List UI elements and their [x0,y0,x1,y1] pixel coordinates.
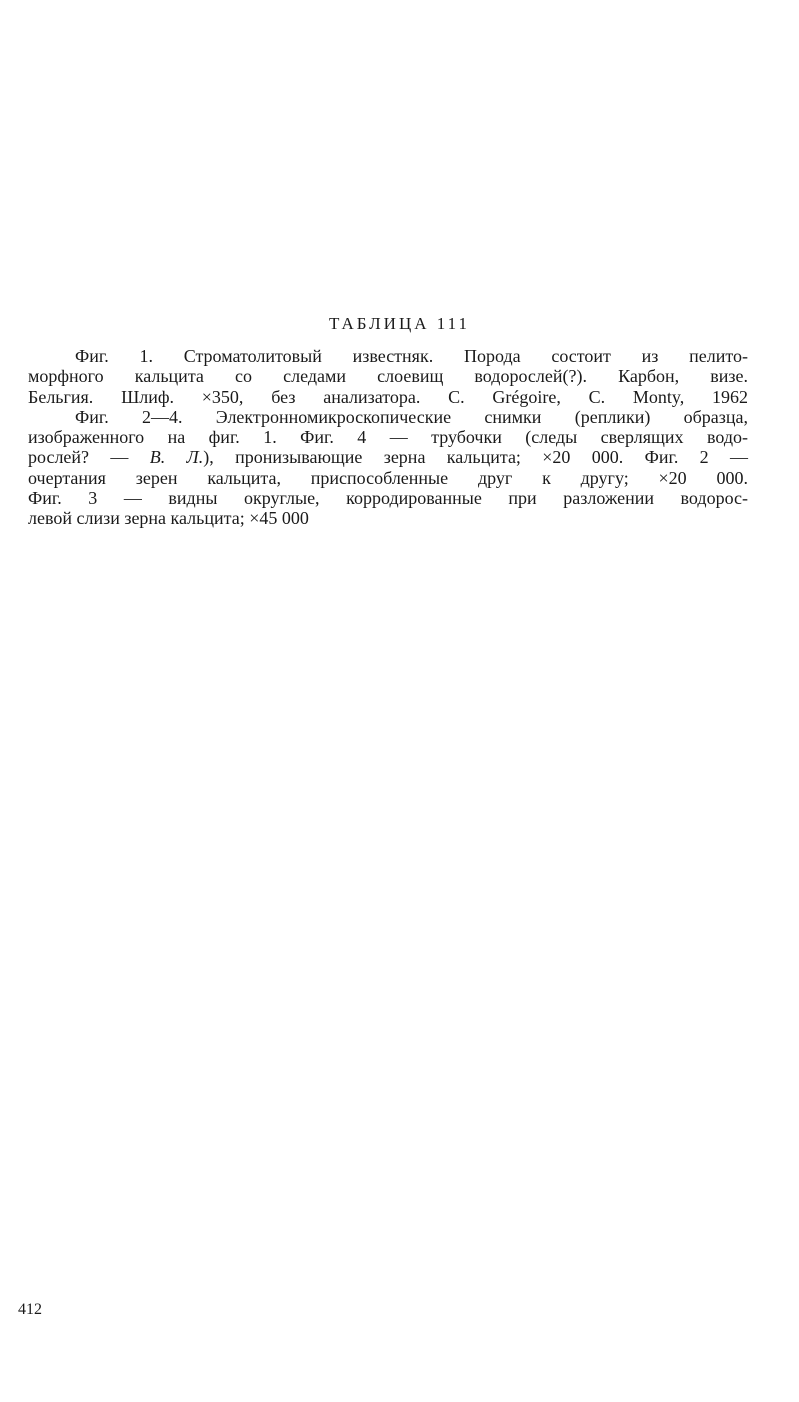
page-number: 412 [18,1301,42,1318]
caption-text: ), пронизывающие зерна кальцита; ×20 000. Фиг. 2 — [203,447,748,468]
caption-line: морфного кальцита со следами слоевищ водорослей(?). Карбон, визе. [28,366,748,387]
caption-line: Фиг. 3 — видны округлые, корродированные при разложении водорос- [28,488,748,509]
caption-line: левой слизи зерна кальцита; ×45 000 [28,508,309,529]
plate-caption [28,346,748,529]
caption-line: очертания зерен кальцита, приспособленные друг к другу; ×20 000. [28,467,748,488]
caption-line [28,447,748,467]
plate-title: ТАБЛИЦА 111 [328,314,470,333]
caption-line: Фиг. 1. Строматолитовый известняк. Порода состоит из пелито- [75,346,748,366]
caption-line: изображенного на фиг. 1. Фиг. 4 — трубочки (следы сверлящих водо- [28,427,748,448]
caption-line: Бельгия. Шлиф. ×350, без анализатора. C. Grégoire, C. Monty, 1962 [28,386,748,407]
caption-text: рослей? — [28,447,150,468]
author-initials: В. Л. [149,447,204,468]
caption-line: Фиг. 2—4. Электронномикроскопические снимки (реплики) образца, [75,406,748,427]
